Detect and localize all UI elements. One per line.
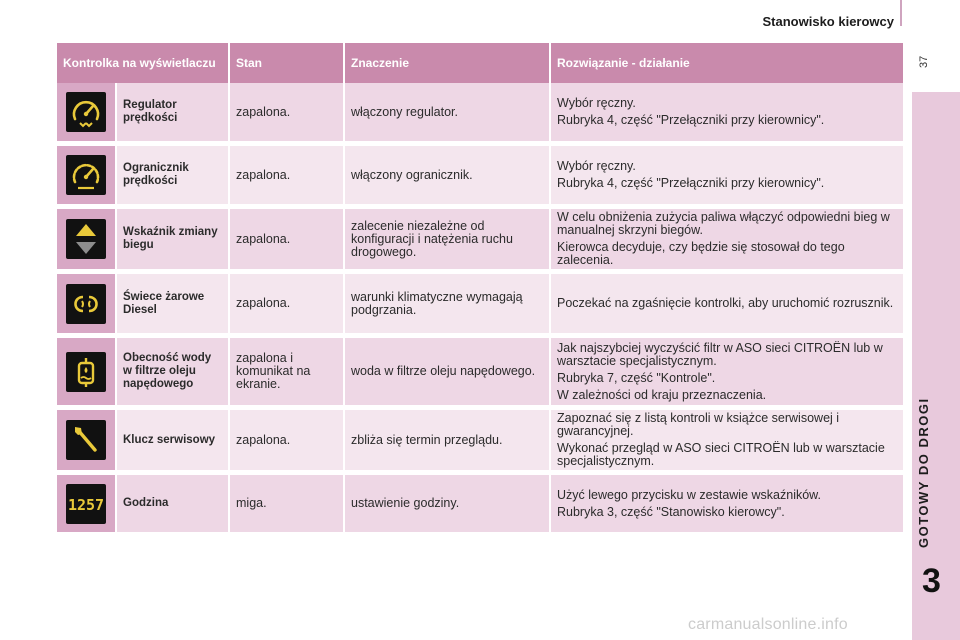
- table-row: [57, 83, 903, 146]
- indicator-state: miga.: [230, 475, 345, 537]
- cruise-control-icon: [66, 92, 106, 132]
- column-header-indicator: Kontrolka na wyświetlaczu: [57, 43, 230, 83]
- indicator-meaning: ustawienie godziny.: [345, 475, 551, 537]
- chapter-number: 3: [922, 562, 941, 600]
- indicator-meaning: warunki klimatyczne wymagają podgrzania.: [345, 274, 551, 338]
- column-header-state: Stan: [230, 43, 345, 83]
- clock-display-digits: 1257: [67, 495, 105, 514]
- clock-display-icon: [66, 484, 106, 524]
- indicator-icon-cell: [57, 410, 117, 475]
- watermark: carmanualsonline.info: [688, 616, 848, 633]
- warning-lights-table: [57, 43, 903, 537]
- table-row: [57, 475, 903, 537]
- page-header-title: Stanowisko kierowcy: [762, 14, 894, 29]
- speed-limiter-icon: [66, 155, 106, 195]
- gear-shift-indicator-icon: [66, 219, 106, 259]
- indicator-name: Godzina: [117, 475, 230, 537]
- indicator-meaning: włączony regulator.: [345, 83, 551, 146]
- indicator-meaning: zalecenie niezależne od konfiguracji i natężenia ruchu drogowego.: [345, 209, 551, 274]
- indicator-icon-cell: [57, 209, 117, 274]
- indicator-icon-cell: [57, 274, 117, 338]
- table-row: [57, 274, 903, 338]
- table-row: [57, 146, 903, 209]
- indicator-state: zapalona.: [230, 274, 345, 338]
- indicator-solution: W celu obniżenia zużycia paliwa włączyć odpowiedni bieg w manualnej skrzyni biegów. Kierowca decyduje, czy będzie się stosował do tego zalecenia.: [551, 209, 903, 274]
- indicator-icon-cell: [57, 338, 117, 410]
- indicator-state: zapalona i komunikat na ekranie.: [230, 338, 345, 410]
- table-row: [57, 410, 903, 475]
- page-number: 37: [918, 55, 930, 68]
- indicator-meaning: włączony ogranicznik.: [345, 146, 551, 209]
- water-in-fuel-filter-icon: [66, 352, 106, 392]
- indicator-solution: Wybór ręczny. Rubryka 4, część "Przełączniki przy kierownicy".: [551, 146, 903, 209]
- indicator-solution: Wybór ręczny. Rubryka 4, część "Przełączniki przy kierownicy".: [551, 83, 903, 146]
- indicator-name: Klucz serwisowy: [117, 410, 230, 475]
- indicator-icon-cell: [57, 146, 117, 209]
- table-row: [57, 209, 903, 274]
- indicator-meaning: zbliża się termin przeglądu.: [345, 410, 551, 475]
- indicator-icon-cell: [57, 83, 117, 146]
- chapter-label: GOTOWY DO DROGI: [916, 397, 931, 548]
- table-header-row: [57, 43, 903, 83]
- indicator-state: zapalona.: [230, 146, 345, 209]
- indicator-state: zapalona.: [230, 83, 345, 146]
- indicator-icon-cell: [57, 475, 117, 537]
- indicator-solution: Poczekać na zgaśnięcie kontrolki, aby uruchomić rozrusznik.: [551, 274, 903, 338]
- column-header-meaning: Znaczenie: [345, 43, 551, 83]
- indicator-name: Świece żarowe Diesel: [117, 274, 230, 338]
- indicator-solution: Zapoznać się z listą kontroli w książce serwisowej i gwarancyjnej. Wykonać przegląd w ASO sieci CITROËN lub w warsztacie specjalistycznym.: [551, 410, 903, 475]
- indicator-name: Regulator prędkości: [117, 83, 230, 146]
- indicator-state: zapalona.: [230, 209, 345, 274]
- indicator-name: Obecność wody w filtrze oleju napędowego: [117, 338, 230, 410]
- indicator-state: zapalona.: [230, 410, 345, 475]
- indicator-solution: Jak najszybciej wyczyścić filtr w ASO sieci CITROËN lub w warsztacie specjalistycznym. Rubryka 7, część "Kontrole". W zależności od kraju przeznaczenia.: [551, 338, 903, 410]
- indicator-name: Ogranicznik prędkości: [117, 146, 230, 209]
- chapter-sidebar: [912, 92, 960, 640]
- header-divider: [900, 0, 902, 26]
- indicator-meaning: woda w filtrze oleju napędowego.: [345, 338, 551, 410]
- table-row: [57, 338, 903, 410]
- indicator-name: Wskaźnik zmiany biegu: [117, 209, 230, 274]
- service-wrench-icon: [66, 420, 106, 460]
- glow-plug-icon: [66, 284, 106, 324]
- indicator-solution: Użyć lewego przycisku w zestawie wskaźników. Rubryka 3, część "Stanowisko kierowcy".: [551, 475, 903, 537]
- column-header-solution: Rozwiązanie - działanie: [551, 43, 903, 83]
